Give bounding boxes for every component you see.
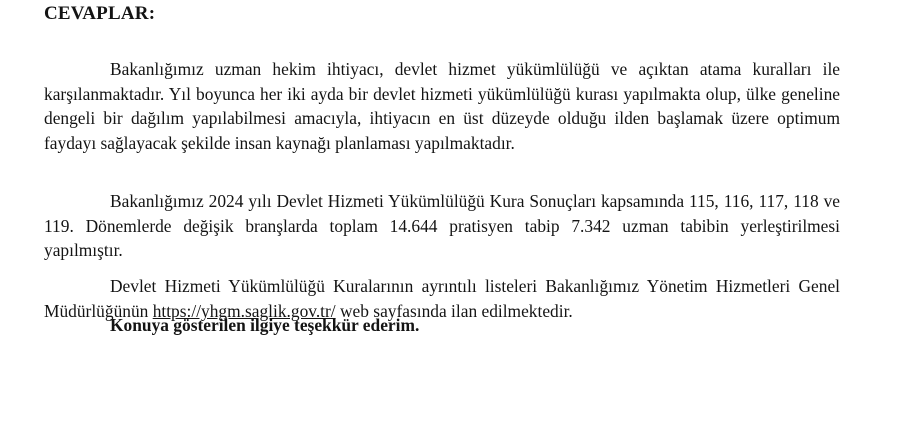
answers-heading: CEVAPLAR: [44,3,156,24]
yhgm-website-link[interactable]: https://yhgm.saglik.gov.tr/ [152,300,336,321]
paragraph-text-after-link: web sayfasında ilan edilmektedir. [335,300,573,321]
paragraph-2024-placement-results: Bakanlığımız 2024 yılı Devlet Hizmeti Yükümlülüğü Kura Sonuçları kapsamında 115, 116, 117, 118 ve 119. Dönemlerde değişik branşlarda toplam 14.644 pratisyen tabip 7.342 uzman tabibin yerleştirilmesi yapılmıştır. [44,191,840,261]
paragraph-specialist-doctor-need: Bakanlığımız uzman hekim ihtiyacı, devlet hizmet yükümlülüğü ve açıktan atama kuralları ile karşılanmaktadır. Yıl boyunca her iki ayda bir devlet hizmeti yükümlülüğü kurası yapılmakta olup, ülke geneline dengeli bir dağılım yapılabilmesi amacıyla, ihtiyacın en üst düzeyde olduğu ilden başlamak üzere optimum faydayı sağlayacak şekilde insan kaynağı planlaması yapılmaktadır. [44,59,840,153]
paragraph-text-before-link: Devlet Hizmeti Yükümlülüğü Kuralarının ayrıntılı listeleri Bakanlığımız Yönetim Hizmetleri Genel Müdürlüğünün [44,276,840,321]
closing-statement: Konuya gösterilen ilgiye teşekkür ederim. [110,315,420,335]
